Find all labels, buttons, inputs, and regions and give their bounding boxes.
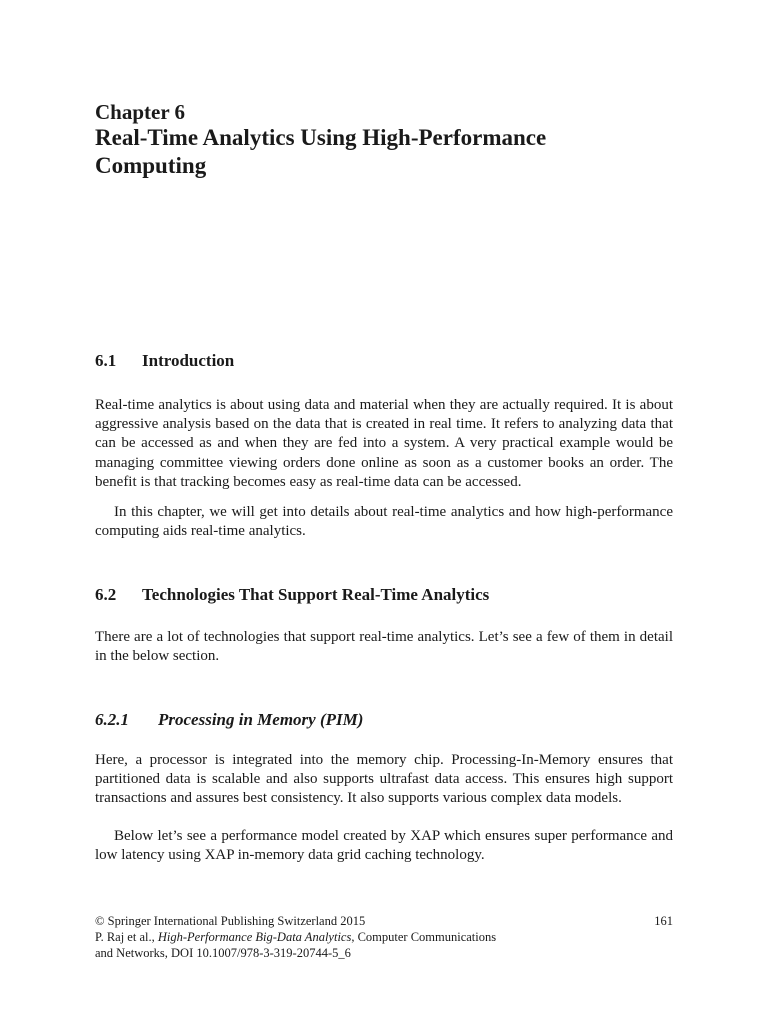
section-title: Introduction: [142, 351, 235, 370]
subsection-number: 6.2.1: [95, 710, 129, 729]
citation-line: [95, 929, 673, 945]
section-number: 6.2: [95, 585, 117, 604]
section-title: Technologies That Support Real-Time Analytics: [142, 585, 490, 604]
section-number: 6.1: [95, 351, 117, 370]
citation-doi-line: and Networks, DOI 10.1007/978-3-319-20744-5_6: [95, 946, 351, 960]
pim-paragraph-1: Here, a processor is integrated into the memory chip. Processing-In-Memory ensures that partitioned data is scalable and also supports ultrafast data access. This ensures high support transactions and assures best consistency. It also supports various complex data models.: [95, 752, 673, 807]
citation-book-title: High-Performance Big-Data Analytics: [157, 930, 352, 944]
copyright-line: © Springer International Publishing Switzerland 2015: [95, 914, 366, 928]
citation-authors: P. Raj et al.,: [95, 930, 158, 944]
intro-paragraph-2: In this chapter, we will get into details about real-time analytics and how high-performance computing aids real-time analytics.: [95, 504, 673, 540]
section-heading-6-2: [95, 585, 489, 605]
chapter-title: [95, 124, 673, 180]
book-page: [95, 0, 673, 1024]
chapter-title-line-1: Real-Time Analytics Using High-Performance: [95, 125, 547, 150]
page-footer: [95, 913, 673, 961]
section-heading-6-1: [95, 351, 234, 371]
pim-paragraph-2: Below let’s see a performance model created by XAP which ensures super performance and low latency using XAP in-memory data grid caching technology.: [95, 828, 673, 864]
subsection-heading-6-2-1: [95, 710, 363, 730]
citation-series: , Computer Communications: [351, 930, 497, 944]
chapter-label: Chapter 6: [95, 100, 186, 124]
technologies-paragraph: There are a lot of technologies that support real-time analytics. Let’s see a few of them in detail in the below section.: [95, 629, 673, 665]
subsection-title: Processing in Memory (PIM): [158, 710, 364, 729]
page-number: 161: [654, 914, 673, 928]
intro-paragraph-1: Real-time analytics is about using data and material when they are actually required. It is about aggressive analysis based on the data that is created in real time. It refers to analyzing data that can be accessed as and when they are fed into a system. A very practical example would be managing committee viewing orders done online as soon as a customer books an order. The benefit is that tracking becomes easy as real-time data can be accessed.: [95, 397, 673, 490]
chapter-title-line-2: Computing: [95, 153, 207, 178]
